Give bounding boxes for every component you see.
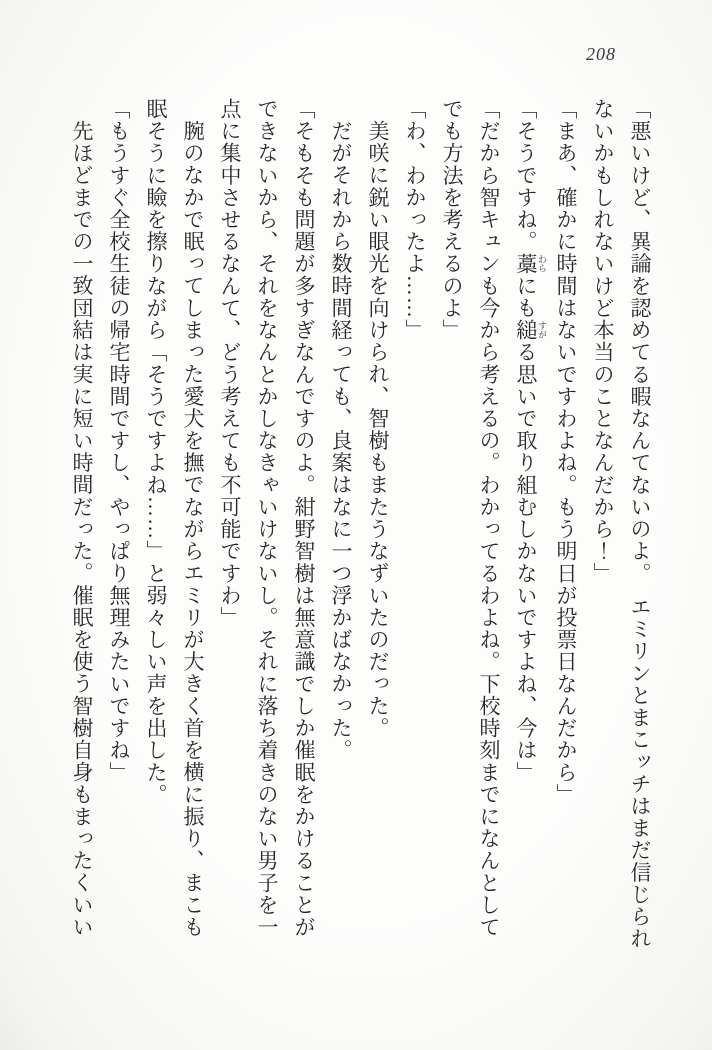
- text-line: 先ほどまでの一致団結は実に短い時間だった。催眠を使う智樹自身もまったくいい: [70, 120, 94, 939]
- text-line: 美咲に鋭い眼光を向けられ、智樹もまたうなずいたのだった。: [366, 120, 390, 740]
- text-line: 「そうですね。藁 わらにも縋 すがる思いで取り組むしかないですよね、今は」: [514, 98, 547, 784]
- text-line: でも方法を考えるのよ」: [440, 98, 464, 342]
- text-line: ないかもしれないけど本当のことなんだから！」: [591, 98, 615, 585]
- page-number: 208: [586, 44, 616, 64]
- text-line: 「そもそも問題が多すぎなんですのよ。紺野智樹は無意識でしか催眠をかけることが: [292, 98, 316, 939]
- text-line: できないから、それをなんとかしなきゃいけないし。それに落ち着きのない男子を一: [255, 98, 279, 939]
- text-line: 「だから智キュンも今から考えるの。わかってるわよね。下校時刻までになんとして: [477, 98, 501, 939]
- text-line: 点に集中させるなんて、どう考えても不可能ですわ」: [218, 98, 242, 629]
- text-line: 「悪いけど、異論を認めてる暇なんてないのよ。 エミリンとまこッチはまだ信じられ: [628, 98, 652, 950]
- text-line: 眠そうに瞼を擦りながら「そうですよね……」と弱々しい声を出した。: [144, 98, 168, 806]
- page-text: [63, 98, 658, 964]
- text-line: 「わ、わかったよ……」: [403, 98, 427, 342]
- text-line: 腕のなかで眠ってしまった愛犬を撫でながらエミリが大きく首を横に振り、まこも: [181, 120, 205, 939]
- furigana-ruby: 藁 わら: [514, 252, 547, 275]
- text-line: 「まあ、確かに時間はないですわよね。もう明日が投票日なんだから」: [554, 98, 578, 806]
- text-line: 「もうすぐ全校生徒の帰宅時間ですし、やっぱり無理みたいですね」: [107, 98, 131, 784]
- text-line: だがそれから数時間経っても、良案はなに一つ浮かばなかった。: [329, 120, 353, 762]
- furigana-ruby: 縋 すが: [514, 319, 547, 342]
